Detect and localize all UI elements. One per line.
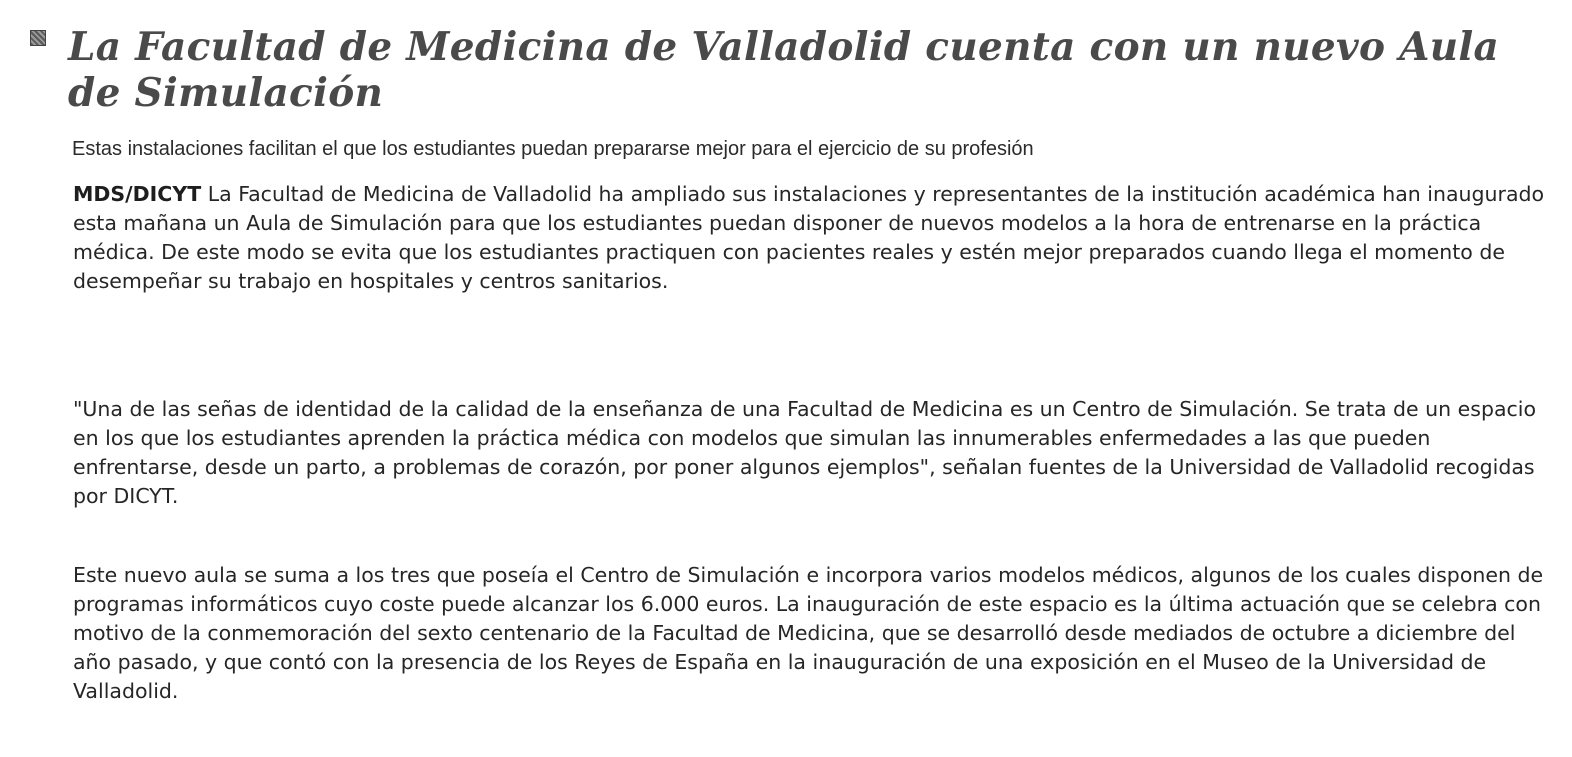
article-source: MDS/DICYT — [73, 182, 202, 206]
article-subtitle: Estas instalaciones facilitan el que los estudiantes puedan prepararse mejor para el ejercicio de su profesión — [72, 138, 1034, 160]
article-paragraph-1-text: La Facultad de Medicina de Valladolid ha ampliado sus instalaciones y representantes de la institución académica han inaugurado esta mañana un Aula de Simulación para que los estudiantes puedan disponer de nuevos modelos a la hora de entrenarse en la práctica médica. De este modo se evita que los estudiantes practiquen con pacientes reales y estén mejor preparados cuando llega el momento de desempeñar su trabajo en hospitales y centros sanitarios. — [73, 182, 1545, 293]
article-paragraph-3: Este nuevo aula se suma a los tres que poseía el Centro de Simulación e incorpora varios modelos médicos, algunos de los cuales disponen de programas informáticos cuyo coste puede alcanzar los 6.000 euros. La inauguración de este espacio es la última actuación que se celebra con motivo de la conmemoración del sexto centenario de la Facultad de Medicina, que se desarrolló desde mediados de octubre a diciembre del año pasado, y que contó con la presencia de los Reyes de España en la inauguración de una exposición en el Museo de la Universidad de Valladolid. — [73, 563, 1544, 703]
article-headline: La Facultad de Medicina de Valladolid cuenta con un nuevo Aula de Simulación — [68, 24, 1500, 116]
article-paragraph-1 — [73, 180, 1553, 296]
article-paragraph-2: "Una de las señas de identidad de la calidad de la enseñanza de una Facultad de Medicina es un Centro de Simulación. Se trata de un espacio en los que los estudiantes aprenden la práctica médica con modelos que simulan las innumerables enfermedades a las que pueden enfrentarse, desde un parto, a problemas de corazón, por poner algunos ejemplos", señalan fuentes de la Universidad de Valladolid recogidas por DICYT. — [73, 397, 1537, 508]
square-bullet-icon — [30, 30, 46, 46]
